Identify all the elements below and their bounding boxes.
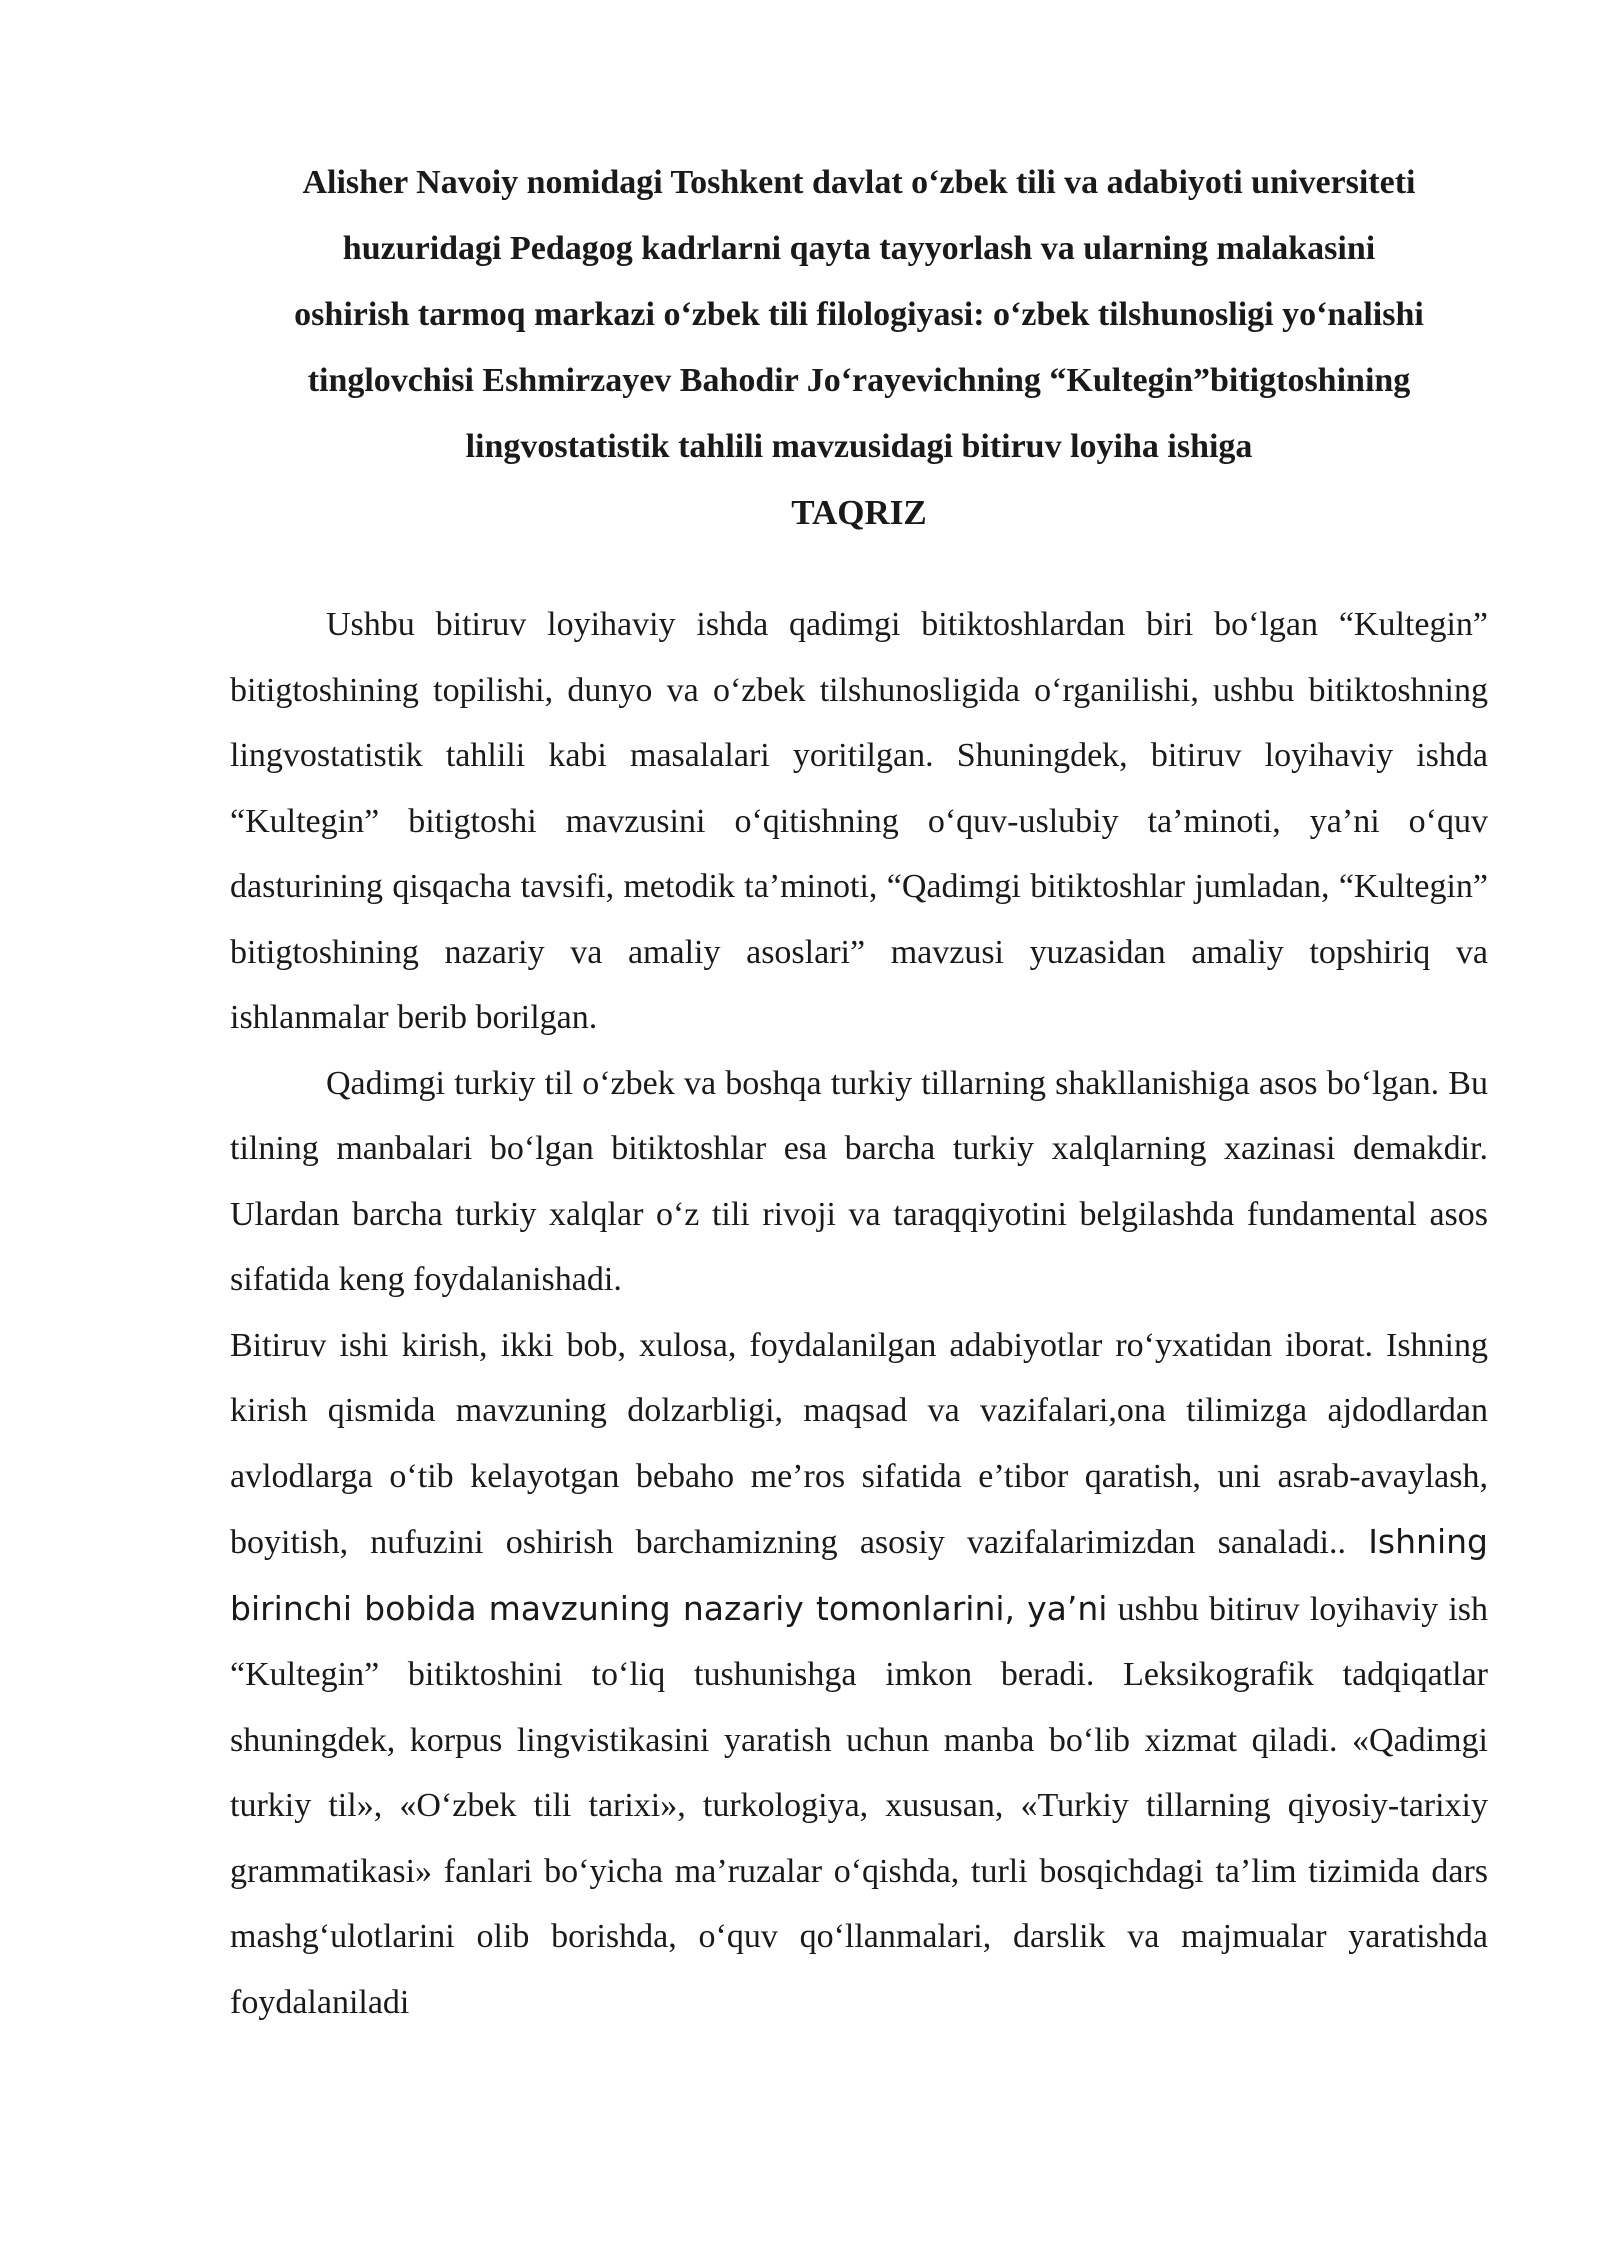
paragraph-structure-start: Bitiruv ishi kirish, ikki bob, xulosa, foydalanilgan adabiyotlar ro‘yxatidan iborat. Ishning kirish qismida mavzuning dolzarbligi, maqsad va vazifalari,ona tilimizga ajdodlardan avlodlarga o‘tib kelayotgan bebaho me’ros sifatida e’tibor qaratish, uni asrab-avaylash, boyitish, nufuzini oshirish barchamizning asosiy vazifalarimizdan sanaladi.. [230,1326,1488,1561]
heading-line: huzuridagi Pedagog kadrlarni qayta tayyorlash va ularning malakasini [342,230,1376,267]
heading-line: Alisher Navoiy nomidagi Toshkent davlat o‘zbek tili va adabiyoti universiteti [302,164,1416,201]
paragraph-structure [230,1313,1488,2036]
paragraph-turkic-language: Qadimgi turkiy til o‘zbek va boshqa turkiy tillarning shakllanishiga asos bo‘lgan. Bu tilning manbalari bo‘lgan bitiktoshlar esa barcha turkiy xalqlarning xazinasi demakdir. Ulardan barcha turkiy xalqlar o‘z tili rivoji va taraqqiyotini belgilashda fundamental asos sifatida keng foydalanishadi. [230,1064,1488,1298]
paragraph-structure-end: ushbu bitiruv loyihaviy ish “Kultegin” bitiktoshini to‘liq tushunishga imkon beradi. Leksikografik tadqiqatlar shuningdek, korpus lingvistikasini yaratish uchun manba bo‘lib xizmat qiladi. «Qadimgi turkiy til», «O‘zbek tili tarixi», turkologiya, xususan, «Turkiy tillarning qiyosiy-tarixiy grammatikasi» fanlari bo‘yicha ma’ruzalar o‘qishda, turli bosqichdagi ta’lim tizimida dars mashg‘ulotlarini olib borishda, o‘quv qo‘llanmalari, darslik va majmualar yaratishda foydalaniladi [230,1590,1489,2021]
paragraph-structure-sans-run: Ishning birinchi bobida mavzuning nazariy tomonlarini, ya’ni [230,1522,1488,1628]
document-type-title: TAQRIZ [791,493,927,532]
document-page [230,150,1488,2035]
heading-line: oshirish tarmoq markazi o‘zbek tili filologiyasi: o‘zbek tilshunosligi yo‘nalishi [294,296,1424,333]
document-heading [230,150,1488,480]
heading-line: lingvostatistik tahlili mavzusidagi bitiruv loyiha ishiga [465,428,1253,465]
heading-line: tinglovchisi Eshmirzayev Bahodir Jo‘rayevichning “Kultegin”bitigtoshining [307,362,1411,399]
paragraph-intro: Ushbu bitiruv loyihaviy ishda qadimgi bitiktoshlardan biri bo‘lgan “Kultegin” bitigtoshining topilishi, dunyo va o‘zbek tilshunosligida o‘rganilishi, ushbu bitiktoshning lingvostatistik tahlili kabi masalalari yoritilgan. Shuningdek, bitiruv loyihaviy ishda “Kultegin” bitigtoshi mavzusini o‘qitishning o‘quv-uslubiy ta’minoti, ya’ni o‘quv dasturining qisqacha tavsifi, metodik ta’minoti, “Qadimgi bitiktoshlar jumladan, “Kultegin” bitigtoshining nazariy va amaliy asoslari” mavzusi yuzasidan amaliy topshiriq va ishlanmalar berib borilgan. [230,606,1488,1036]
